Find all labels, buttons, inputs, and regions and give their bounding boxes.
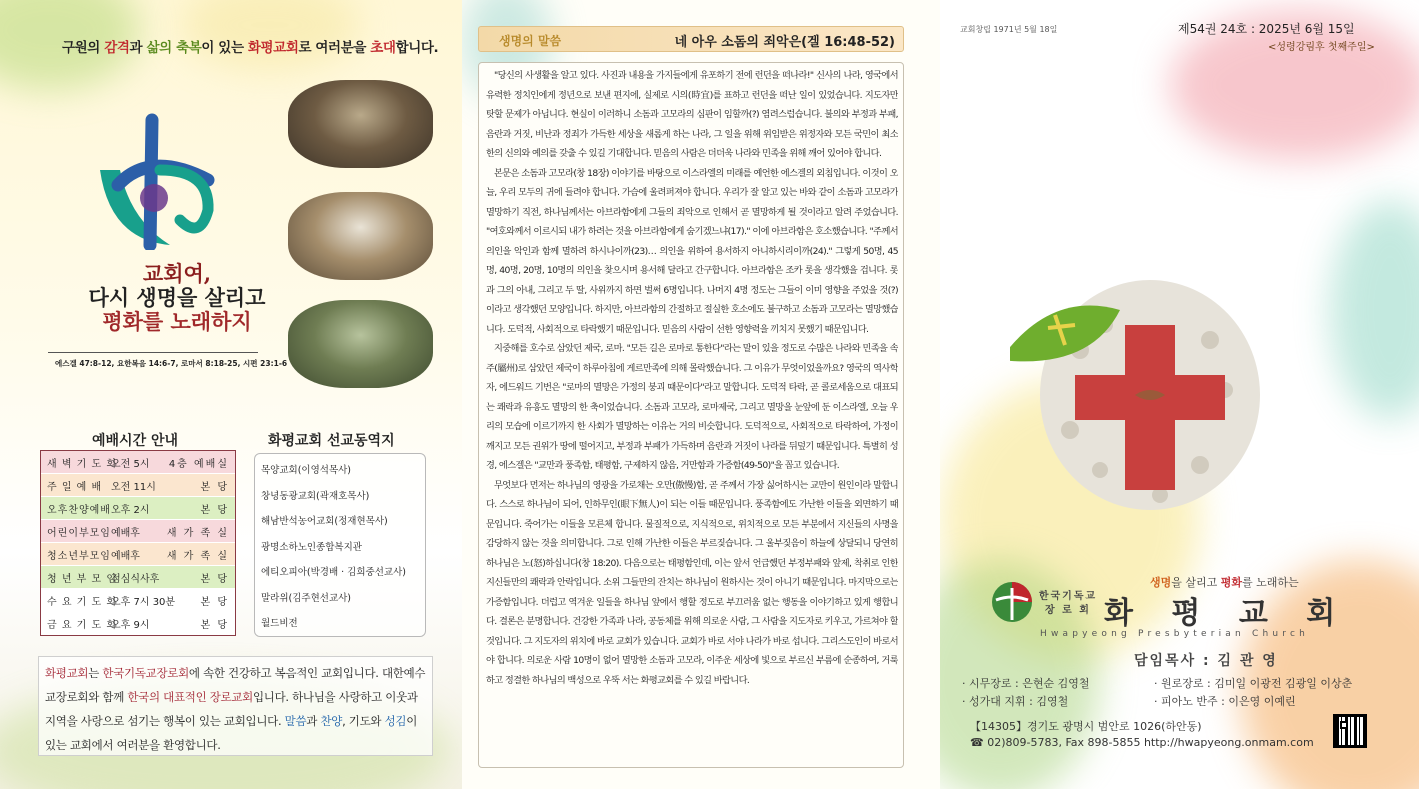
qr-code-icon[interactable] — [1333, 714, 1367, 748]
invite-text: 화평교회 — [247, 40, 299, 56]
worship-time: 오전 5시 — [111, 458, 150, 470]
stone-cross-art-icon — [1010, 270, 1270, 520]
congregation-photo — [288, 80, 433, 168]
worship-time: 점심식사후 — [111, 573, 160, 585]
mission-partner: 말라위(김주현선교사) — [261, 592, 352, 604]
church-name-english: Hwapyeong Presbyterian Church — [1040, 629, 1310, 639]
worship-name: 오후찬양예배 — [47, 504, 111, 516]
worship-place: 새 가 족 실 — [166, 550, 229, 562]
slogan-line: 다시 생명을 살리고 — [88, 285, 266, 311]
mission-partner: 창녕동광교회(곽재호목사) — [261, 490, 370, 502]
intro-text: 이 있는 교회에서 여러분을 환영합니다. — [45, 714, 418, 752]
denomination-line: 장 로 회 — [1045, 605, 1091, 616]
sermon-title-bar — [478, 26, 904, 52]
sermon-paragraph: 본문은 소돔과 고모라(창 18장) 이야기를 바탕으로 이스라엘의 미래를 예언한 에스겔의 외침입니다. 이것이 오늘, 우리 모두의 귀에 들려야 합니다. 가슴에 울려퍼져야 합니다. 우리가 잘 알고 있는 바와 같이 소돔과 고모라가 멸망하기 직전, 하나님께서는 아브라함에게 그들의 죄악으로 인해서 곧 멸망하게 될 것이라고 알려 주었습니다. "여호와께서 이르시되 내가 하려는 것을 아브라함에게 숨기겠느냐(17)." 이에 아브라함은 호소했습니다. "주께서 의인을 악인과 함께 멸하려 하시나이까(23)… 의인을 위하여 용서하지 아니하시리이까(24)." 그렇게 50명, 45명, 40명, 20명, 10명의 의인을 찾으시며 용서해 달라고 간구합니다. 아브라함은 조카 롯을 생각했을 겁니다. 롯과 그의 아내, 그리고 두 딸, 사위까지 하면 벌써 6명입니다. 나머지 4명 정도는 그들이 이미 영향을 주었을 것(?)이라고 생각했던 모양입니다. 하지만, 아브라함의 간절하고 절실한 호소에도 불구하고 소돔과 고모라는 멸망했습니다. 도덕적, 사회적으로 타락했기 때문입니다. 믿음의 사람이 선한 영향력을 끼치지 못했기 때문입니다. — [486, 167, 898, 335]
intro-text: 말씀 — [284, 714, 307, 728]
worship-row — [41, 543, 235, 566]
slogan-line: 평화를 노래하지 — [102, 309, 252, 335]
sermon-paragraph: 지중해를 호수로 삼았던 제국, 로마. "모든 길은 로마로 통한다"라는 말이 있을 정도로 수많은 나라와 민족을 속주(屬州)로 삼았던 제국이 하루아침에 게르만족에 의해 몰락했습니다. 그 이유가 무엇이었을까요? 영국의 역사학자, 에드워드 기번은 "로마의 멸망은 가정의 붕괴 때문이다"라고 말합니다. 도덕적 타락, 곧 콜로세움으로 대표되는 쾌락과 유흥도 멸망의 한 축이었습니다. 소돔과 고모라, 로마제국, 그리고 멸망을 눈앞에 둔 이스라엘, 오늘 우리의 모습에 이르기까지 한 사회가 멸망하는 이유는 거의 비슷합니다. 도덕적으로, 사회적으로 타락하여, 가정이 깨지고 모든 권위가 땅에 떨어지고, 부정과 부패가 가득하며 음란과 거짓이 나라를 뒤덮기 때문입니다. 특별히 성경, 에스겔은 "교만과 풍족함, 태평함, 구제하지 않음, 거만함과 가증함(49-50)"을 꼽고 있습니다. — [486, 343, 898, 471]
worship-name: 새 벽 기 도 회 — [47, 458, 118, 470]
invite-text: 합니다. — [395, 40, 439, 56]
worship-schedule-table — [40, 450, 236, 636]
staff-line: · 성가대 지휘 : 김영철 — [962, 695, 1069, 708]
mission-partner: 월드비전 — [261, 618, 298, 629]
worship-row — [41, 589, 235, 612]
invite-text: 이 있는 — [201, 40, 248, 56]
church-introduction — [38, 656, 433, 756]
church-address: 【14305】경기도 광명시 범안로 1026(하안동) — [970, 720, 1202, 733]
worship-time: 오후 7시 30분 — [111, 596, 176, 608]
worship-row — [41, 520, 235, 543]
worship-place: 본 당 — [200, 596, 229, 608]
worship-place: 4층 예배실 — [168, 458, 229, 470]
tagline-text: 를 노래하는 — [1242, 576, 1299, 589]
staff-line: · 원로장로 : 김미일 이광전 김광일 이상춘 — [1154, 677, 1353, 690]
outdoor-group-photo — [288, 300, 433, 388]
worship-name: 어린이부모임 — [47, 527, 111, 539]
sermon-tag: 생명의 말씀 — [499, 34, 562, 48]
staff-line: · 시무장로 : 은현순 김영철 — [962, 677, 1090, 690]
slogan-line: 교회여, — [142, 261, 212, 286]
intro-text: , 기도와 — [342, 714, 385, 728]
mission-partners-list — [254, 453, 426, 637]
mission-partner: 해남반석농어교회(정재현목사) — [261, 516, 388, 527]
worship-place: 본 당 — [200, 619, 229, 631]
tagline-text: 평화 — [1220, 576, 1243, 589]
intro-text: 입니다. 하나님을 사랑하고 이웃과 지역을 사랑으로 섬기는 행복이 있는 교회입니다. — [45, 690, 418, 728]
intro-text: 성김 — [384, 714, 407, 728]
worship-time: 오후 9시 — [111, 619, 150, 631]
tagline-text: 생명 — [1150, 576, 1172, 589]
senior-pastor: 담임목사 : 김 관 영 — [1134, 653, 1278, 669]
mission-partner: 목양교회(이영석목사) — [261, 465, 352, 476]
intro-text: 에 속한 건강하고 복음적인 교회입니다. 대한예수교장로회와 함께 — [45, 666, 426, 704]
worship-row — [41, 566, 235, 589]
worship-place: 본 당 — [200, 573, 229, 585]
church-logo-icon — [90, 110, 220, 250]
intro-text: 한국기독교장로회 — [102, 666, 189, 680]
intro-text: 화평교회 — [45, 666, 89, 680]
invite-text: 삶의 축복 — [146, 40, 202, 56]
worship-place: 본 당 — [200, 481, 229, 493]
yellow-splash — [180, 0, 360, 70]
divider — [48, 352, 258, 353]
worship-name: 수 요 기 도 회 — [47, 596, 118, 608]
scripture-references: 에스겔 47:8-12, 요한복음 14:6-7, 로마서 8:18-25, 시편 23:1-6 — [55, 359, 288, 368]
intro-text: 는 — [88, 666, 103, 680]
mission-partner: 광명소하노인종합복지관 — [261, 541, 362, 553]
slogan — [72, 262, 282, 334]
tagline-text: 을 살리고 — [1171, 576, 1221, 589]
worship-name: 금 요 기 도 회 — [47, 619, 118, 631]
invite-text: 초대 — [370, 40, 396, 56]
invite-text: 로 여러분을 — [298, 40, 371, 56]
left-panel — [0, 0, 462, 789]
worship-name: 청 년 부 모 임 — [47, 573, 118, 585]
worship-time: 오전 11시 — [111, 481, 156, 493]
denomination-line: 한국기독교 — [1038, 591, 1098, 602]
worship-name: 주 일 예 배 — [47, 481, 103, 493]
denomination — [1038, 590, 1098, 618]
intro-text: 과 — [306, 714, 321, 728]
worship-name: 청소년부모임 — [47, 550, 111, 562]
worship-row — [41, 497, 235, 520]
liturgical-sunday: <성령강림후 첫째주일> — [1268, 42, 1375, 53]
mission-partner: 에티오피아(박경배 · 김희중선교사) — [261, 567, 406, 578]
worship-place: 본 당 — [200, 504, 229, 516]
prok-logo-icon — [990, 580, 1034, 624]
worship-time: 예배후 — [110, 527, 140, 539]
worship-place: 새 가 족 실 — [166, 527, 229, 539]
invite-text: 과 — [129, 40, 147, 56]
staff-line: · 피아노 반주 : 이은영 이예린 — [1154, 695, 1296, 708]
worship-row — [41, 474, 235, 497]
worship-time: 예배후 — [110, 550, 140, 562]
sermon-paragraph: "당신의 사생활을 알고 있다. 사진과 내용을 가지들에게 유포하기 전에 런던을 떠나라!" 신사의 나라, 영국에서 유력한 정치인에게 정년으로 보낸 편지에, 실제로 시의(時宜)를 표하고 런던을 떠난 일이 있었습니다. 지도자만 탓할 문제가 아닙니다. 현실이 이러하니 소돔과 고모라의 심판이 임할까(?) 염려스럽습니다. 불의와 부정과 부패, 음란과 거짓, 비난과 정죄가 가득한 세상을 새롭게 하는 나라, 그 일을 위해 위임받은 위정자와 모든 국민이 최소한의 신의와 예의를 갖출 수 있길 기대합니다. 믿음의 사람은 더더욱 나라와 민족을 위해 깨어 있어야 합니다. — [486, 70, 898, 159]
worship-schedule-title: 예배시간 안내 — [92, 433, 179, 449]
mission-partners-title: 화평교회 선교동역지 — [268, 433, 395, 449]
church-name: 화 평 교 회 — [1104, 596, 1350, 631]
intro-text: 찬양 — [320, 714, 343, 728]
intro-text: 한국의 대표적인 장로교회 — [127, 690, 253, 704]
teal-splash — [1330, 200, 1419, 420]
sermon-paragraph: 무엇보다 먼저는 하나님의 영광을 가로채는 오만(傲慢)함, 곧 주께서 가장 싫어하시는 교만이 원인이라 말합니다. 스스로 하나님이 되어, 인하무인(眼下無人)이 되는 이들 때문입니다. 풍족함에도 가난한 이들을 외면하기 때문입니다. 죽어가는 이들을 모른체 합니다. 물질적으로, 지식적으로, 위치적으로 모든 부분에서 지신들의 사명을 감당하지 않는 것을 의미합니다. 그로 인해 가난한 이들은 부르짖습니다. 그 울부짖음이 하늘에 상달되니 당연히 하나님은 노(怒)하십니다(창 18:20). 다음으로는 태평함인데, 이는 앞서 언급했던 부정부패와 앞제, 착취로 인한 지신들만의 쾌락과 안락입니다. 소위 그들만의 잔치는 하나님이 원하시는 것이 아니기 때문입니다. 마지막으로는 가증함입니다. 더럽고 역겨운 일들을 하나님 앞에서 행할 정도로 부끄러움 없는 행동을 이야기하고 있게 행합니다. 결론은 분명합니다. 건강한 가족과 나라, 공동체를 위해 의로운 사람, 그 사람을 지도자로 키우고, 가르쳐야 할 것입니다. 그 지도자의 위치에 바로 교회가 있습니다. 교회가 바로 서야 나라가 바로 섭니다. 그리스도인이 바로서야 합니다. 의로운 사람 10명이 없어 멸망한 소돔과 고모라, 이주운 세상에 빛으로 부르신 부름에 순종하여, 거룩하고 정결한 하나님의 백성으로 우뚝 서는 화평교회를 수 있길 바랍니다. — [486, 479, 898, 686]
founding-date: 교회창립 1971년 5월 18일 — [960, 25, 1058, 34]
invitation-line — [62, 36, 438, 56]
worship-row — [41, 612, 235, 635]
invite-text: 구원의 — [62, 40, 105, 56]
sermon-body — [486, 66, 898, 766]
worship-time: 오후 2시 — [111, 504, 150, 516]
sermon-title: 네 아우 소돔의 죄악은(겔 16:48-52) — [674, 35, 895, 50]
issue-info: 제54권 24호 : 2025년 6월 15일 — [1178, 22, 1355, 36]
invite-text: 감격 — [104, 40, 130, 56]
contact-line: ☎ 02)809-5783, Fax 898-5855 http://hwapyeong.onmam.com — [970, 736, 1314, 749]
choir-photo — [288, 192, 433, 280]
worship-row — [41, 451, 235, 474]
